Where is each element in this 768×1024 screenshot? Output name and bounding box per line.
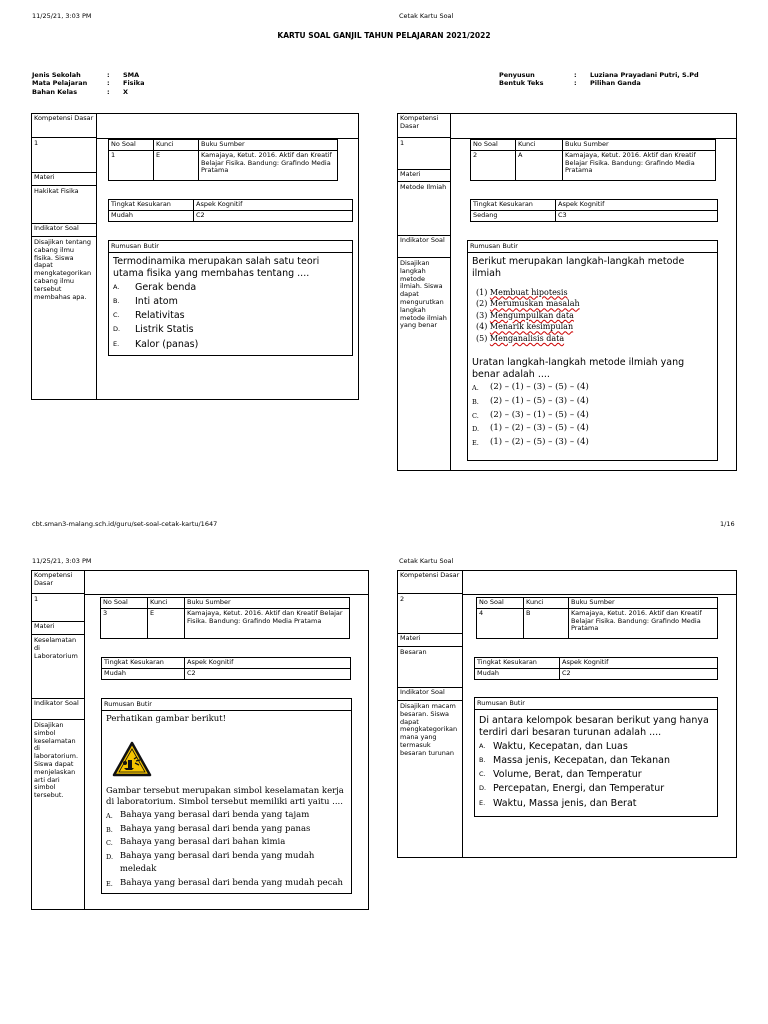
option-e xyxy=(475,797,717,811)
question-card-1 xyxy=(31,113,359,400)
question-text-2: Gambar tersebut merupakan simbol keselamatan kerja di laboratorium. Simbol tersebut memiliki arti yaitu .... xyxy=(106,786,344,808)
source-table xyxy=(100,597,350,639)
card-left-column xyxy=(32,571,85,909)
print-title: Cetak Kartu Soal xyxy=(399,12,454,20)
option-text: Listrik Statis xyxy=(135,324,194,336)
step-item xyxy=(476,333,717,345)
option-d xyxy=(102,850,351,877)
meta-label: Mata Pelajaran xyxy=(32,79,88,88)
option-letter: C. xyxy=(479,770,486,779)
no-soal-header: No Soal xyxy=(109,140,154,151)
buku-value: Kamajaya, Ketut. 2016. Aktif dan Kreatif Belajar Fisika. Bandung: Grafindo Media Pratama xyxy=(569,608,718,638)
option-letter: A. xyxy=(113,282,120,291)
buku-value: Kamajaya, Ketut. 2016. Aktif dan Kreatif Belajar Fisika. Bandung: Grafindo Media Pratama xyxy=(563,150,716,180)
print-title: Cetak Kartu Soal xyxy=(399,557,454,565)
step-text: Menarik kesimpulan xyxy=(489,322,574,332)
option-text: Bahaya yang berasal dari bahan kimia xyxy=(120,837,286,848)
kd-label: Kompetensi Dasar xyxy=(32,114,96,138)
hazard-warning-icon xyxy=(112,741,152,777)
buku-header: Buku Sumber xyxy=(563,140,716,151)
option-text: Waktu, Massa jenis, dan Berat xyxy=(493,797,637,809)
rumusan-header: Rumusan Butir xyxy=(102,699,351,711)
option-e xyxy=(109,338,352,352)
question-text-2: Uratan langkah-langkah metode ilmiah yang benar adalah .... xyxy=(472,356,685,380)
difficulty-table xyxy=(474,657,718,680)
difficulty-table xyxy=(108,199,353,222)
option-a xyxy=(102,809,351,823)
materi-value: Keselamatan di Laboratorium xyxy=(34,636,78,660)
indikator-value: Disajikan langkah metode ilmiah. Siswa dapat mengurutkan langkah metode ilmiah yang benar xyxy=(400,259,447,330)
aspek-header: Aspek Kognitif xyxy=(560,658,718,669)
step-text: Menganalisis data xyxy=(489,334,565,344)
tingkat-value: Mudah xyxy=(475,668,560,679)
option-letter: B. xyxy=(472,397,479,406)
question-text: Termodinamika merupakan salah satu teori utama fisika yang membahas tentang .... xyxy=(113,256,320,280)
option-letter: E. xyxy=(113,339,120,348)
meta-sep: : xyxy=(574,71,577,79)
no-soal-value: 1 xyxy=(109,150,154,180)
option-c xyxy=(468,409,717,423)
option-text: (1) – (2) – (5) – (3) – (4) xyxy=(490,436,589,447)
tingkat-header: Tingkat Kesukaran xyxy=(109,200,194,211)
tingkat-header: Tingkat Kesukaran xyxy=(475,658,560,669)
option-letter: B. xyxy=(113,296,120,305)
materi-value: Metode Ilmiah xyxy=(400,183,447,191)
option-text: Percepatan, Energi, dan Temperatur xyxy=(493,783,665,795)
meta-right xyxy=(499,71,699,88)
option-e xyxy=(468,436,717,450)
kd-value: 1 xyxy=(34,595,39,603)
meta-value: X xyxy=(123,87,129,96)
tingkat-header: Tingkat Kesukaran xyxy=(102,658,185,669)
tingkat-header: Tingkat Kesukaran xyxy=(471,200,556,211)
meta-value: Pilihan Ganda xyxy=(590,79,641,88)
aspek-value: C3 xyxy=(556,210,718,221)
option-text: (2) – (1) – (3) – (5) – (4) xyxy=(490,382,589,393)
indikator-value: Disajikan macam besaran. Siswa dapat mengkategorikan mana yang termasuk besaran turunan xyxy=(400,702,458,757)
question-text: Perhatikan gambar berikut! xyxy=(106,714,227,724)
option-text: Bahaya yang berasal dari benda yang mudah pecah xyxy=(120,877,343,888)
option-text: Gerak benda xyxy=(135,281,197,293)
aspek-value: C2 xyxy=(560,668,718,679)
step-number: (5) xyxy=(476,334,488,344)
meta-label: Bahan Kelas xyxy=(32,87,78,96)
card-left-column xyxy=(32,114,97,399)
option-c xyxy=(475,768,717,782)
source-table xyxy=(476,597,718,639)
difficulty-table xyxy=(101,657,351,680)
buku-value: Kamajaya, Ketut. 2016. Aktif dan Kreatif Belajar Fisika. Bandung: Grafindo Media Pratama xyxy=(185,608,350,638)
kd-value: 1 xyxy=(400,139,405,147)
step-number: (4) xyxy=(476,322,488,332)
step-number: (2) xyxy=(476,299,488,309)
option-letter: D. xyxy=(472,425,480,434)
kd-label: Kompetensi Dasar xyxy=(398,114,450,138)
step-text: Mengumpulkan data xyxy=(489,310,574,320)
rumusan-butir-box xyxy=(474,697,718,817)
rumusan-butir-box xyxy=(108,240,353,356)
option-text: Bahaya yang berasal dari benda yang panas xyxy=(120,823,311,834)
aspek-value: C2 xyxy=(194,210,353,221)
buku-header: Buku Sumber xyxy=(569,598,718,609)
option-b xyxy=(102,823,351,837)
option-letter: C. xyxy=(472,411,479,420)
option-letter: D. xyxy=(113,325,121,334)
meta-sep: : xyxy=(574,79,577,88)
indikator-label: Indikator Soal xyxy=(32,223,96,237)
meta-value: Fisika xyxy=(123,79,145,88)
aspek-header: Aspek Kognitif xyxy=(556,200,718,211)
kunci-value: E xyxy=(154,150,199,180)
question-card-4 xyxy=(397,570,737,858)
kd-value: 1 xyxy=(34,139,39,147)
step-number: (3) xyxy=(476,310,488,320)
option-d xyxy=(109,323,352,337)
tingkat-value: Mudah xyxy=(102,668,185,679)
kunci-value: E xyxy=(148,608,185,638)
meta-label: Penyusun xyxy=(499,71,535,79)
tingkat-value: Mudah xyxy=(109,210,194,221)
option-text: (1) – (2) – (3) – (5) – (4) xyxy=(490,423,589,434)
option-b xyxy=(468,395,717,409)
materi-value: Hakikat Fisika xyxy=(34,187,79,195)
tingkat-value: Sedang xyxy=(471,210,556,221)
option-letter: B. xyxy=(479,755,486,764)
indikator-value: Disajikan tentang cabang ilmu fisika. Siswa dapat mengkategorikan cabang ilmu tersebut membahas apa. xyxy=(34,238,92,301)
kunci-value: A xyxy=(516,150,563,180)
option-a xyxy=(475,740,717,754)
option-letter: D. xyxy=(479,784,487,793)
card-left-column xyxy=(398,114,451,470)
meta-label: Jenis Sekolah xyxy=(32,71,81,79)
difficulty-table xyxy=(470,199,718,222)
option-letter: E. xyxy=(479,798,486,807)
print-timestamp: 11/25/21, 3:03 PM xyxy=(32,557,92,565)
document-title: KARTU SOAL GANJIL TAHUN PELAJARAN 2021/2022 xyxy=(277,31,491,40)
step-item xyxy=(476,287,717,299)
option-letter: E. xyxy=(106,879,113,888)
source-table xyxy=(108,139,338,181)
option-letter: A. xyxy=(479,741,486,750)
options-list xyxy=(102,809,351,891)
kunci-header: Kunci xyxy=(524,598,569,609)
page-number: 1/16 xyxy=(720,520,735,528)
step-item xyxy=(476,310,717,322)
materi-label: Materi xyxy=(32,621,84,635)
step-text: Membuat hipotesis xyxy=(489,287,568,297)
kunci-header: Kunci xyxy=(148,598,185,609)
materi-label: Materi xyxy=(32,172,96,186)
option-text: Bahaya yang berasal dari benda yang mudah meledak xyxy=(119,850,315,875)
option-letter: C. xyxy=(113,311,120,320)
aspek-header: Aspek Kognitif xyxy=(185,658,351,669)
rumusan-butir-box xyxy=(467,240,718,461)
rumusan-header: Rumusan Butir xyxy=(109,241,352,253)
buku-header: Buku Sumber xyxy=(185,598,350,609)
option-b xyxy=(475,754,717,768)
no-soal-header: No Soal xyxy=(101,598,148,609)
option-a xyxy=(468,381,717,395)
no-soal-value: 4 xyxy=(477,608,524,638)
rumusan-header: Rumusan Butir xyxy=(468,241,717,253)
card-left-column xyxy=(398,571,463,857)
option-c xyxy=(109,309,352,323)
option-text: (2) – (3) – (1) – (5) – (4) xyxy=(490,409,589,420)
option-c xyxy=(102,836,351,850)
option-letter: A. xyxy=(472,384,479,393)
question-card-3 xyxy=(31,570,369,910)
buku-value: Kamajaya, Ketut. 2016. Aktif dan Kreatif Belajar Fisika. Bandung: Grafindo Media Pratama xyxy=(199,150,338,180)
option-text: Waktu, Kecepatan, dan Luas xyxy=(493,740,628,752)
kd-label: Kompetensi Dasar xyxy=(32,571,84,594)
option-text: Relativitas xyxy=(135,310,185,322)
kd-value: 2 xyxy=(400,595,405,603)
meta-label: Bentuk Teks xyxy=(499,79,544,88)
option-letter: A. xyxy=(106,812,113,820)
option-text: Volume, Berat, dan Temperatur xyxy=(493,769,642,781)
page-url[interactable]: cbt.sman3-malang.sch.id/guru/set-soal-cetak-kartu/1647 xyxy=(32,520,218,528)
indikator-label: Indikator Soal xyxy=(398,235,450,258)
meta-sep: : xyxy=(107,87,110,96)
step-number: (1) xyxy=(476,287,488,297)
materi-value: Besaran xyxy=(400,648,427,656)
option-a xyxy=(109,281,352,295)
option-letter: E. xyxy=(472,438,479,447)
option-letter: D. xyxy=(106,852,114,861)
materi-label: Materi xyxy=(398,633,462,647)
aspek-value: C2 xyxy=(185,668,351,679)
kunci-value: B xyxy=(524,608,569,638)
no-soal-header: No Soal xyxy=(471,140,516,151)
option-text: Bahaya yang berasal dari benda yang tajam xyxy=(120,810,310,820)
meta-sep: : xyxy=(107,71,110,79)
print-timestamp: 11/25/21, 3:03 PM xyxy=(32,12,92,20)
question-card-2 xyxy=(397,113,737,471)
indikator-label: Indikator Soal xyxy=(398,687,462,701)
step-item xyxy=(476,321,717,333)
step-item xyxy=(476,298,717,310)
question-text: Berikut merupakan langkah-langkah metode ilmiah xyxy=(472,256,685,280)
indikator-value: Disajikan simbol keselamatan di laboratorium. Siswa dapat menjelaskan arti dari simbol tersebut. xyxy=(34,721,79,800)
option-letter: C. xyxy=(106,839,113,848)
kunci-header: Kunci xyxy=(154,140,199,151)
option-text: (2) – (1) – (5) – (3) – (4) xyxy=(490,395,589,406)
meta-value: SMA xyxy=(123,71,140,79)
source-table xyxy=(470,139,716,181)
buku-header: Buku Sumber xyxy=(199,140,338,151)
option-e xyxy=(102,877,351,891)
rumusan-header: Rumusan Butir xyxy=(475,698,717,710)
kunci-header: Kunci xyxy=(516,140,563,151)
option-d xyxy=(475,782,717,796)
steps-list xyxy=(468,281,717,345)
option-text: Massa jenis, Kecepatan, dan Tekanan xyxy=(493,754,670,766)
aspek-header: Aspek Kognitif xyxy=(194,200,353,211)
rumusan-butir-box xyxy=(101,698,352,894)
kd-label: Kompetensi Dasar xyxy=(398,571,462,594)
question-text: Di antara kelompok besaran berikut yang hanya terdiri dari besaran turunan adalah .... xyxy=(479,715,709,739)
option-b xyxy=(109,295,352,309)
option-d xyxy=(468,422,717,436)
materi-label: Materi xyxy=(398,169,450,182)
no-soal-value: 2 xyxy=(471,150,516,180)
option-letter: B. xyxy=(106,825,113,834)
meta-left xyxy=(32,71,144,96)
no-soal-header: No Soal xyxy=(477,598,524,609)
option-text: Kalor (panas) xyxy=(135,338,199,350)
option-text: Inti atom xyxy=(135,295,178,307)
step-text: Merumuskan masalah xyxy=(489,299,580,309)
no-soal-value: 3 xyxy=(101,608,148,638)
meta-sep: : xyxy=(107,79,110,88)
indikator-label: Indikator Soal xyxy=(32,698,84,720)
meta-value: Luziana Prayadani Putri, S.Pd xyxy=(590,71,699,79)
